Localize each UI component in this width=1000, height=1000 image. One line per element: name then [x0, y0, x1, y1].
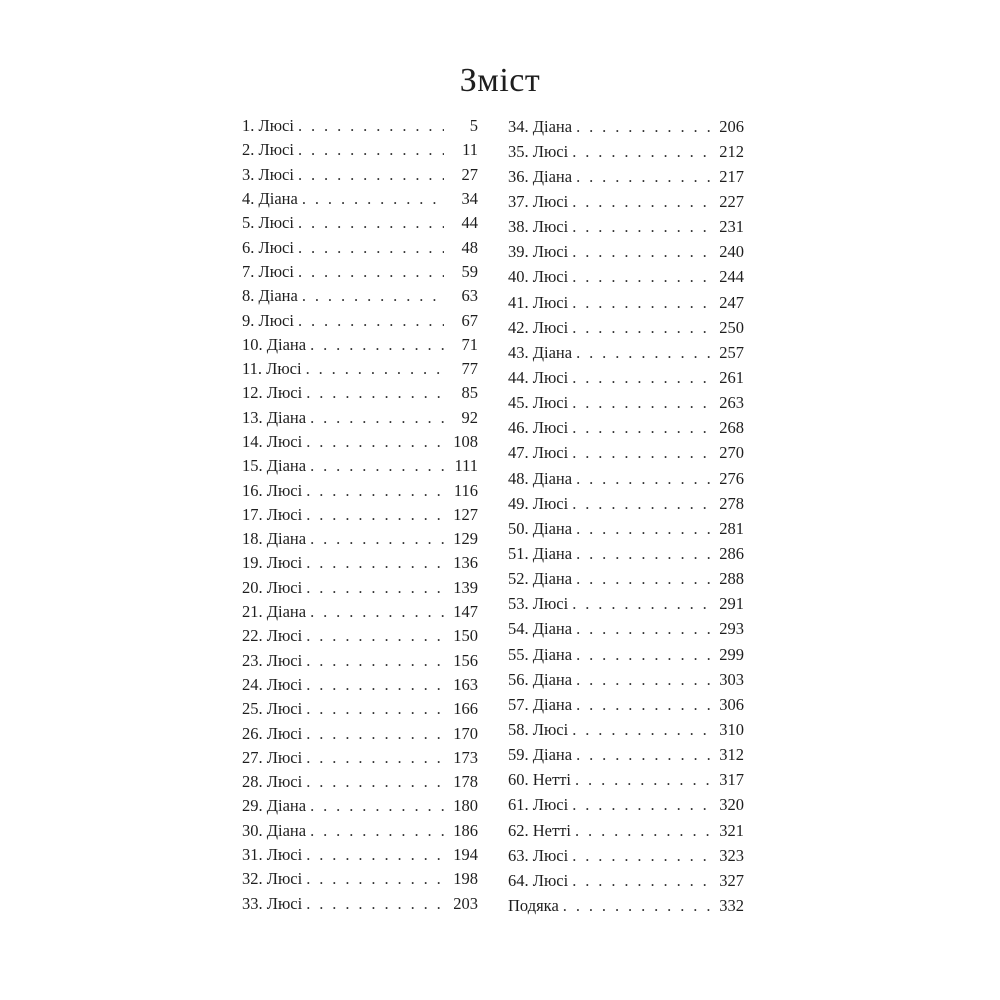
toc-entry-page-number: 178 — [453, 772, 478, 792]
toc-dot-leader — [310, 602, 444, 622]
toc-entry[interactable] — [242, 867, 478, 891]
toc-dot-leader — [572, 242, 710, 262]
toc-entry-label: 16. Люсі — [242, 480, 303, 500]
toc-entry-page-number: 263 — [719, 393, 744, 413]
toc-dot-leader — [306, 505, 444, 525]
toc-entry-label: 6. Люсі — [242, 237, 294, 257]
toc-dot-leader — [298, 140, 444, 160]
toc-entry-page-number: 270 — [719, 443, 744, 463]
toc-dot-leader — [298, 311, 444, 331]
toc-entry[interactable] — [242, 357, 478, 381]
toc-entry[interactable] — [508, 617, 744, 642]
toc-dot-leader — [576, 645, 710, 665]
toc-entry[interactable] — [508, 768, 744, 793]
toc-dot-leader — [306, 894, 444, 914]
toc-entry[interactable] — [508, 818, 744, 843]
toc-entry-label: 60. Нетті — [508, 770, 571, 790]
toc-dot-leader — [306, 699, 444, 719]
toc-dot-leader — [310, 408, 444, 428]
toc-dot-leader — [302, 286, 444, 306]
toc-entry[interactable] — [508, 215, 744, 240]
toc-entry-label: 36. Діана — [508, 166, 573, 186]
toc-entry-page-number: 306 — [719, 694, 744, 714]
toc-entry[interactable] — [508, 516, 744, 541]
toc-entry[interactable] — [508, 164, 744, 189]
toc-entry-page-number: 48 — [461, 237, 478, 257]
toc-entry-label: 52. Діана — [508, 569, 573, 589]
toc-entry-page-number: 5 — [469, 116, 478, 136]
toc-entry-page-number: 147 — [453, 602, 478, 622]
toc-entry-label: 32. Люсі — [242, 869, 303, 889]
toc-entry-label: 45. Люсі — [508, 393, 569, 413]
toc-entry-page-number: 212 — [719, 141, 744, 161]
toc-entry-page-number: 127 — [453, 504, 478, 524]
toc-entry-label: 38. Люсі — [508, 217, 569, 237]
toc-entry-page-number: 291 — [719, 594, 744, 614]
toc-entry-page-number: 247 — [719, 292, 744, 312]
toc-dot-leader — [572, 594, 710, 614]
toc-entry[interactable] — [242, 843, 478, 867]
toc-dot-leader — [572, 795, 710, 815]
toc-dot-leader — [310, 796, 444, 816]
toc-dot-leader — [576, 343, 710, 363]
toc-entry-label: 51. Діана — [508, 543, 573, 563]
toc-entry-label: 24. Люсі — [242, 674, 303, 694]
toc-entry-label: 9. Люсі — [242, 310, 294, 330]
toc-entry-page-number: 312 — [719, 745, 744, 765]
toc-entry-label: 12. Люсі — [242, 383, 303, 403]
toc-entry-label: 17. Люсі — [242, 504, 303, 524]
toc-entry-page-number: 288 — [719, 569, 744, 589]
toc-entry-page-number: 63 — [461, 286, 478, 306]
toc-dot-leader — [572, 368, 710, 388]
toc-entry-page-number: 278 — [719, 493, 744, 513]
toc-entry[interactable] — [242, 576, 478, 600]
toc-dot-leader — [306, 553, 444, 573]
toc-dot-leader — [306, 869, 444, 889]
toc-dot-leader — [306, 772, 444, 792]
toc-entry[interactable] — [242, 187, 478, 211]
toc-entry-page-number: 59 — [461, 261, 478, 281]
toc-entry-label: 44. Люсі — [508, 367, 569, 387]
toc-entry-page-number: 180 — [453, 796, 478, 816]
toc-entry[interactable] — [242, 454, 478, 478]
toc-dot-leader — [576, 745, 710, 765]
toc-entry-label: 34. Діана — [508, 116, 573, 136]
toc-entry-label: 2. Люсі — [242, 140, 294, 160]
toc-entry[interactable] — [242, 600, 478, 624]
toc-entry-page-number: 44 — [461, 213, 478, 233]
toc-entry[interactable] — [508, 189, 744, 214]
toc-entry-label: 7. Люсі — [242, 261, 294, 281]
toc-entry[interactable] — [242, 673, 478, 697]
toc-entry-label: 31. Люсі — [242, 845, 303, 865]
toc-entry-page-number: 129 — [453, 529, 478, 549]
toc-entry-label: 30. Діана — [242, 820, 307, 840]
toc-dot-leader — [572, 217, 710, 237]
toc-dot-leader — [572, 418, 710, 438]
toc-entry[interactable] — [242, 381, 478, 405]
toc-dot-leader — [298, 165, 444, 185]
toc-dot-leader — [306, 432, 444, 452]
toc-entry-page-number: 327 — [719, 870, 744, 890]
toc-left-column — [242, 114, 478, 916]
toc-entry-label: 40. Люсі — [508, 267, 569, 287]
toc-dot-leader — [576, 167, 710, 187]
toc-entry-page-number: 77 — [461, 359, 478, 379]
toc-entry-page-number: 276 — [719, 468, 744, 488]
toc-dot-leader — [306, 481, 444, 501]
toc-dot-leader — [310, 821, 444, 841]
toc-entry[interactable] — [508, 667, 744, 692]
toc-entry-label: 49. Люсі — [508, 493, 569, 513]
toc-entry-page-number: 173 — [453, 747, 478, 767]
toc-dot-leader — [572, 318, 710, 338]
toc-entry-page-number: 108 — [453, 432, 478, 451]
toc-entry-page-number: 281 — [719, 518, 744, 538]
toc-entry[interactable] — [242, 235, 478, 259]
toc-entry-label: 57. Діана — [508, 694, 573, 714]
toc-dot-leader — [576, 519, 710, 539]
toc-dot-leader — [306, 845, 444, 865]
toc-entry-label: 18. Діана — [242, 529, 307, 549]
toc-entry-page-number: 320 — [719, 795, 744, 815]
toc-entry[interactable] — [242, 406, 478, 430]
toc-entry-label: 11. Люсі — [242, 359, 302, 379]
toc-entry-page-number: 317 — [719, 770, 744, 790]
toc-entry-label: 27. Люсі — [242, 747, 303, 767]
toc-dot-leader — [576, 469, 710, 489]
toc-entry-label: 14. Люсі — [242, 432, 303, 451]
toc-dot-leader — [306, 651, 444, 671]
toc-entry-label: 54. Діана — [508, 619, 573, 639]
toc-entry-page-number: 166 — [453, 699, 478, 719]
toc-entry-label: 23. Люсі — [242, 650, 303, 670]
toc-dot-leader — [572, 846, 710, 866]
toc-entry-page-number: 203 — [453, 893, 478, 913]
toc-entry-label: 5. Люсі — [242, 213, 294, 233]
toc-entry[interactable] — [508, 541, 744, 566]
toc-entry-label: 55. Діана — [508, 644, 573, 664]
toc-entry-page-number: 170 — [453, 723, 478, 743]
toc-dot-leader — [306, 724, 444, 744]
toc-entry-label: 64. Люсі — [508, 870, 569, 890]
toc-entry-page-number: 227 — [719, 191, 744, 211]
toc-entry[interactable] — [508, 893, 744, 918]
toc-entry-label: 25. Люсі — [242, 699, 303, 719]
toc-entry[interactable] — [242, 430, 478, 454]
toc-entry-page-number: 67 — [461, 310, 478, 330]
toc-entry-label: 4. Діана — [242, 189, 298, 209]
toc-entry[interactable] — [508, 290, 744, 315]
toc-entry-label: 13. Діана — [242, 407, 307, 427]
toc-entry[interactable] — [508, 466, 744, 491]
toc-entry-page-number: 299 — [719, 644, 744, 664]
toc-dot-leader — [576, 117, 710, 137]
toc-entry[interactable] — [508, 365, 744, 390]
toc-entry-page-number: 303 — [719, 669, 744, 689]
toc-entry-label: 21. Діана — [242, 602, 307, 622]
page-title: Зміст — [459, 62, 541, 99]
toc-entry-label: 62. Нетті — [508, 820, 571, 840]
toc-entry[interactable] — [508, 592, 744, 617]
toc-entry-page-number: 92 — [461, 407, 478, 427]
toc-entry[interactable] — [508, 793, 744, 818]
toc-dot-leader — [306, 748, 444, 768]
toc-entry-page-number: 321 — [719, 820, 744, 840]
toc-entry[interactable] — [508, 717, 744, 742]
toc-dot-leader — [575, 821, 710, 841]
toc-entry[interactable] — [508, 491, 744, 516]
toc-dot-leader — [298, 213, 444, 233]
toc-entry-label: 29. Діана — [242, 796, 307, 816]
toc-entry[interactable] — [242, 308, 478, 332]
toc-entry[interactable] — [242, 211, 478, 235]
toc-dot-leader — [306, 626, 444, 646]
toc-dot-leader — [310, 335, 444, 355]
toc-dot-leader — [576, 544, 710, 564]
toc-entry-page-number: 268 — [719, 418, 744, 438]
toc-dot-leader — [576, 569, 710, 589]
toc-entry-label: 59. Діана — [508, 745, 573, 765]
toc-dot-leader — [576, 619, 710, 639]
toc-entry-page-number: 163 — [453, 674, 478, 694]
toc-entry-page-number: 217 — [719, 166, 744, 186]
toc-entry-page-number: 206 — [719, 116, 744, 136]
toc-entry-label: 35. Люсі — [508, 141, 569, 161]
toc-dot-leader — [572, 142, 710, 162]
toc-dot-leader — [306, 578, 444, 598]
toc-entry[interactable] — [242, 503, 478, 527]
toc-entry[interactable] — [242, 892, 478, 916]
toc-entry-page-number: 71 — [461, 334, 478, 354]
toc-entry-label: 15. Діана — [242, 456, 307, 476]
toc-dot-leader — [575, 770, 710, 790]
toc-entry[interactable] — [508, 416, 744, 441]
toc-entry-label: 53. Люсі — [508, 594, 569, 614]
toc-dot-leader — [572, 871, 710, 891]
toc-entry-label: 19. Люсі — [242, 553, 303, 573]
toc-entry-page-number: 34 — [461, 189, 478, 209]
toc-entry-page-number: 240 — [719, 242, 744, 262]
toc-dot-leader — [298, 262, 444, 282]
toc-entry-page-number: 244 — [719, 267, 744, 287]
toc-entry[interactable] — [508, 340, 744, 365]
toc-dot-leader — [310, 529, 444, 549]
toc-dot-leader — [306, 675, 444, 695]
toc-entry[interactable] — [242, 163, 478, 187]
toc-entry-page-number: 261 — [719, 367, 744, 387]
toc-entry-label: 63. Люсі — [508, 845, 569, 865]
toc-entry-page-number: 323 — [719, 845, 744, 865]
toc-entry-page-number: 11 — [462, 140, 478, 160]
toc-entry[interactable] — [242, 333, 478, 357]
toc-dot-leader — [572, 267, 710, 287]
toc-entry[interactable] — [508, 743, 744, 768]
toc-entry[interactable] — [242, 721, 478, 745]
toc-entry-page-number: 257 — [719, 342, 744, 362]
toc-entry-label: 46. Люсі — [508, 418, 569, 438]
toc-entry[interactable] — [242, 551, 478, 575]
toc-dot-leader — [572, 494, 710, 514]
toc-dot-leader — [302, 189, 444, 209]
toc-entry[interactable] — [242, 260, 478, 284]
toc-entry-label: 1. Люсі — [242, 116, 294, 136]
toc-entry[interactable] — [508, 139, 744, 164]
toc-entry[interactable] — [508, 315, 744, 340]
toc-entry-label: 42. Люсі — [508, 317, 569, 337]
toc-dot-leader — [298, 116, 444, 136]
toc-entry[interactable] — [508, 441, 744, 466]
toc-entry[interactable] — [508, 567, 744, 592]
toc-entry-page-number: 111 — [454, 456, 478, 476]
toc-right-column — [508, 114, 744, 919]
toc-entry[interactable] — [508, 843, 744, 868]
toc-entry[interactable] — [508, 265, 744, 290]
toc-entry-page-number: 156 — [453, 650, 478, 670]
toc-entry-label: 33. Люсі — [242, 893, 303, 913]
toc-entry[interactable] — [508, 240, 744, 265]
toc-dot-leader — [310, 456, 444, 476]
toc-dot-leader — [572, 720, 710, 740]
toc-entry[interactable] — [242, 649, 478, 673]
toc-entry-label: 37. Люсі — [508, 191, 569, 211]
toc-dot-leader — [298, 238, 444, 258]
toc-entry-label: 61. Люсі — [508, 795, 569, 815]
toc-entry-label: 48. Діана — [508, 468, 573, 488]
toc-entry-page-number: 116 — [453, 480, 478, 500]
toc-entry-page-number: 198 — [453, 869, 478, 889]
toc-entry-label: 3. Люсі — [242, 164, 294, 184]
toc-entry[interactable] — [242, 770, 478, 794]
toc-entry-label: 56. Діана — [508, 669, 573, 689]
toc-entry-label: 43. Діана — [508, 342, 573, 362]
toc-entry-page-number: 231 — [719, 217, 744, 237]
toc-entry-label: 26. Люсі — [242, 723, 303, 743]
toc-entry[interactable] — [242, 819, 478, 843]
toc-entry-page-number: 194 — [453, 845, 478, 865]
toc-entry[interactable] — [242, 284, 478, 308]
toc-dot-leader — [572, 192, 710, 212]
toc-entry-page-number: 286 — [719, 543, 744, 563]
toc-dot-leader — [576, 695, 710, 715]
toc-entry-label: 10. Діана — [242, 334, 307, 354]
toc-entry-label: 8. Діана — [242, 286, 298, 306]
toc-entry[interactable] — [242, 114, 478, 138]
toc-entry[interactable] — [242, 624, 478, 648]
toc-dot-leader — [306, 383, 444, 403]
toc-entry-label: 41. Люсі — [508, 292, 569, 312]
toc-entry[interactable] — [242, 527, 478, 551]
toc-dot-leader — [572, 393, 710, 413]
toc-dot-leader — [576, 670, 710, 690]
toc-entry-page-number: 186 — [453, 820, 478, 840]
toc-entry-label: 28. Люсі — [242, 772, 303, 792]
toc-entry-page-number: 139 — [453, 577, 478, 597]
toc-entry-page-number: 293 — [719, 619, 744, 639]
toc-entry[interactable] — [508, 114, 744, 139]
toc-entry[interactable] — [242, 794, 478, 818]
toc-entry[interactable] — [508, 642, 744, 667]
toc-entry[interactable] — [242, 697, 478, 721]
toc-entry-label: 58. Люсі — [508, 719, 569, 739]
toc-entry-label: 39. Люсі — [508, 242, 569, 262]
toc-entry[interactable] — [242, 478, 478, 502]
toc-dot-leader — [572, 293, 710, 313]
toc-dot-leader — [572, 443, 710, 463]
toc-dot-leader — [306, 359, 444, 379]
toc-entry-label: 50. Діана — [508, 518, 573, 538]
toc-entry[interactable] — [508, 692, 744, 717]
toc-entry[interactable] — [508, 391, 744, 416]
toc-entry-label: 47. Люсі — [508, 443, 569, 463]
toc-entry[interactable] — [242, 746, 478, 770]
toc-entry-label: 20. Люсі — [242, 577, 303, 597]
toc-entry-page-number: 332 — [719, 895, 744, 915]
toc-entry-label: 22. Люсі — [242, 626, 303, 646]
toc-entry-page-number: 27 — [461, 164, 478, 184]
toc-dot-leader — [563, 896, 710, 916]
toc-entry[interactable] — [242, 138, 478, 162]
toc-entry-page-number: 136 — [453, 553, 478, 573]
toc-entry-page-number: 310 — [719, 719, 744, 739]
toc-entry-page-number: 85 — [461, 383, 478, 403]
toc-entry-page-number: 250 — [719, 317, 744, 337]
toc-entry[interactable] — [508, 868, 744, 893]
toc-entry-page-number: 150 — [453, 626, 478, 646]
toc-entry-label: Подяка — [508, 895, 559, 915]
